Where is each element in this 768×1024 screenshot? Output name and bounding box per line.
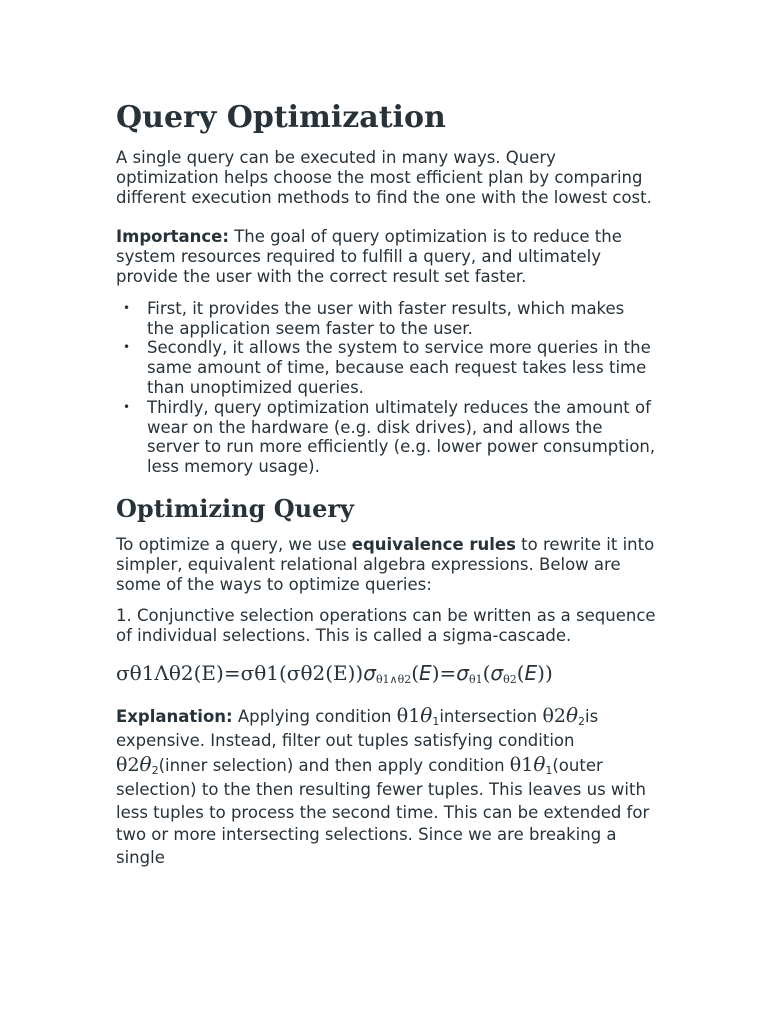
formula-relation: E (419, 660, 432, 685)
theta-two: θ2 (116, 753, 140, 776)
importance-paragraph (116, 227, 656, 286)
theta-subscript: 2 (151, 763, 159, 777)
formula-subscript: θ1∧θ2 (375, 672, 412, 686)
list-item (123, 298, 656, 339)
explanation-text: is expensive. Instead, filter out tuples satisfying condition (116, 706, 599, 751)
optimize-paragraph (116, 535, 656, 594)
formula-paren: ( (516, 660, 525, 685)
theta-one: θ1 (396, 704, 421, 727)
list-item-text: Secondly, it allows the system to service more queries in the same amount of time, because each request takes less time than unoptimized queries. (147, 338, 651, 397)
benefits-list (116, 299, 656, 477)
list-item (123, 397, 656, 477)
optimize-text-before: To optimize a query, we use (116, 534, 352, 554)
equivalence-rules-term: equivalence rules (351, 534, 516, 554)
sigma-cascade-formula (116, 660, 656, 690)
importance-text: The goal of query optimization is to reduce the system resources required to fulfill a query, and ultimately provide the user with the correct result set faster. (116, 227, 622, 286)
formula-subscript: θ2 (503, 672, 517, 686)
sigma-symbol: σ (363, 660, 376, 685)
explanation-text: Applying condition (232, 706, 397, 726)
intro-paragraph: A single query can be executed in many ways. Query optimization helps choose the most efficient plan by comparing different execution methods to find the one with the lowest cost. (116, 148, 652, 207)
rule-one-text: 1. Conjunctive selection operations can be written as a sequence of individual selections. This is called a sigma-cascade. (116, 606, 656, 646)
formula-equals: = (439, 660, 457, 685)
explanation-text: (inner selection) and then apply condition (158, 755, 510, 775)
theta-symbol: θ (139, 751, 152, 776)
formula-paren: ( (482, 660, 491, 685)
list-item-text: First, it provides the user with faster results, which makes the application seem faster to the user. (147, 298, 625, 338)
optimize-text-after: to rewrite it into simpler, equivalent relational algebra expressions. Below are some of the ways to optimize queries: (116, 534, 655, 594)
formula-relation: E (524, 660, 538, 685)
list-item-text: Thirdly, query optimization ultimately reduces the amount of wear on the hardware (e.g. disk drives), and allows the server to run more efficiently (e.g. lower power consumption, less memory usage). (147, 397, 656, 477)
theta-subscript: 2 (578, 714, 586, 728)
article (116, 98, 656, 889)
formula-subscript: θ1 (468, 672, 483, 686)
explanation-paragraph (116, 704, 656, 870)
formula-paren: ( (411, 660, 420, 685)
formula-paren: ) (537, 660, 545, 685)
bullet-icon: • (123, 300, 131, 315)
explanation-text: (outer selection) to the then resulting fewer tuples. This leaves us with less tuples to process the second time. This can be extended for two or more intersecting selections. Since we are breaking a single (116, 755, 650, 867)
theta-subscript: 1 (432, 714, 440, 728)
bullet-icon: • (123, 340, 131, 355)
theta-two: θ2 (542, 704, 566, 727)
theta-symbol: θ (533, 751, 546, 776)
theta-one: θ1 (509, 753, 534, 776)
explanation-label: Explanation: (116, 706, 233, 726)
formula-plain-text: σθ1Λθ2(E)=σθ1(σθ2(E)) (116, 660, 364, 685)
sigma-symbol: σ (456, 660, 469, 685)
importance-label: Importance: (116, 227, 229, 247)
list-item (123, 338, 656, 397)
page-title: Query Optimization (116, 100, 446, 135)
formula-paren: ) (544, 660, 553, 685)
theta-symbol: θ (420, 702, 433, 727)
theta-subscript: 1 (545, 763, 553, 777)
explanation-text: intersection (439, 706, 543, 726)
formula-paren: ) (431, 660, 440, 685)
section-heading: Optimizing Query (116, 493, 354, 523)
theta-symbol: θ (565, 702, 579, 727)
sigma-symbol: σ (490, 660, 504, 685)
bullet-icon: • (123, 399, 131, 414)
